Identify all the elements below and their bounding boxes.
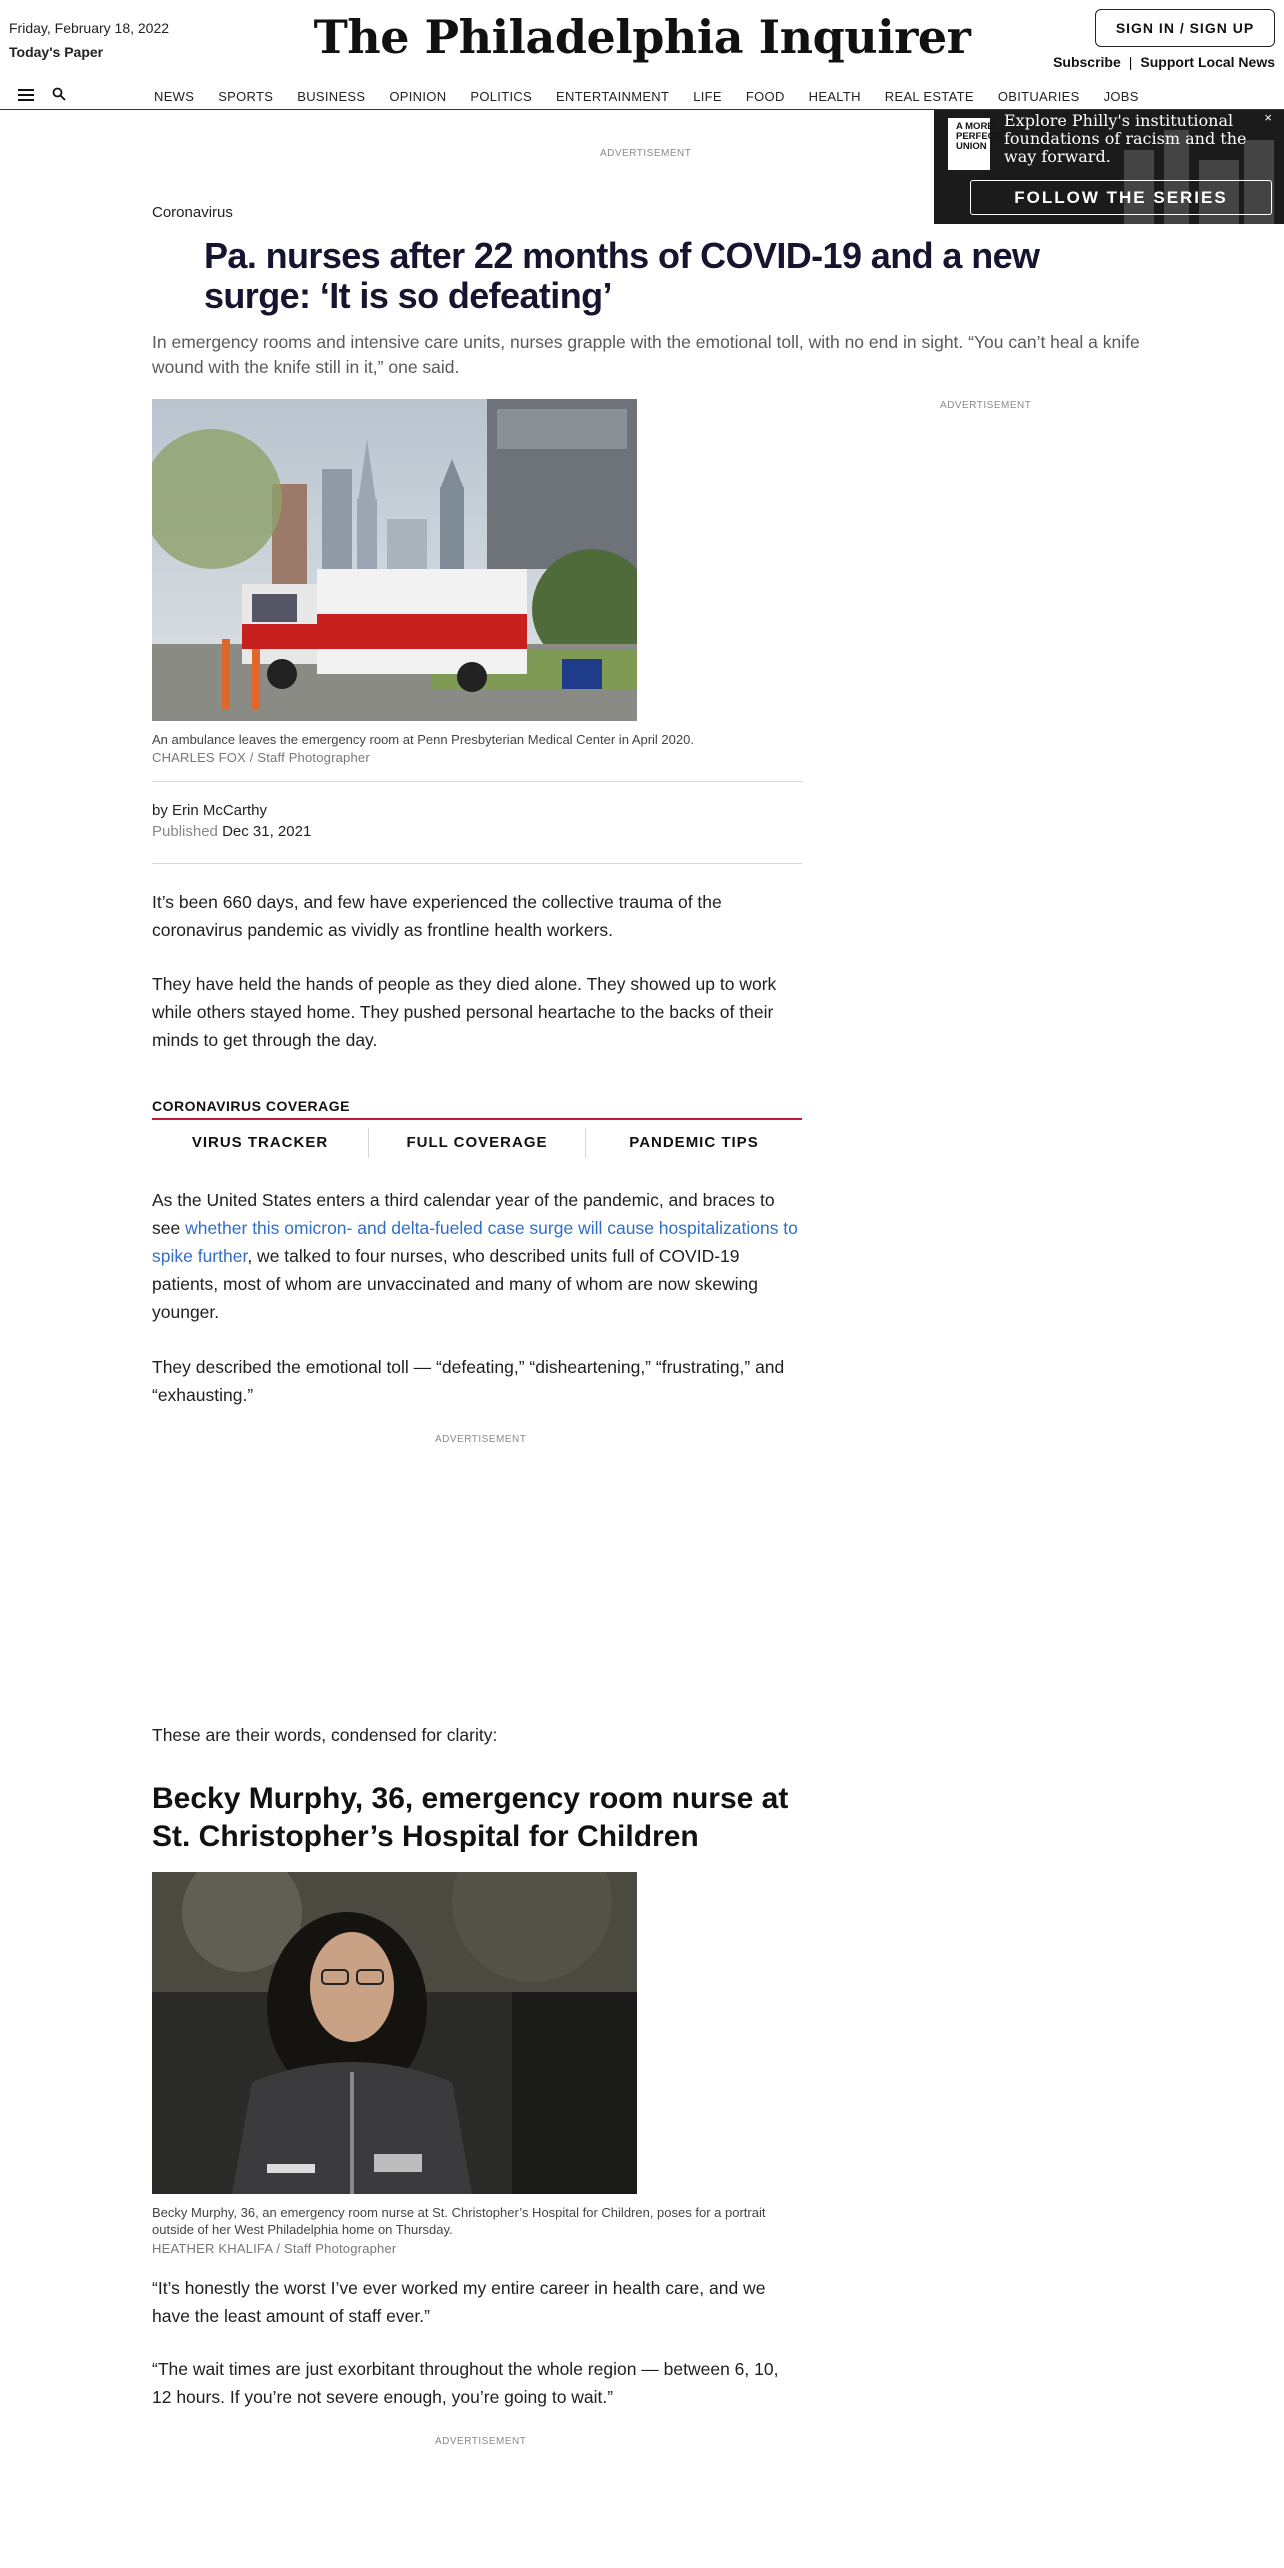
- nav-item-jobs[interactable]: JOBS: [1103, 89, 1139, 104]
- article-paragraph: It’s been 660 days, and few have experienced the collective trauma of the coronavirus pandemic as vividly as frontline health workers.: [152, 892, 722, 940]
- author-link[interactable]: by Erin McCarthy: [152, 802, 268, 819]
- article-paragraph: They have held the hands of people as they died alone. They showed up to work while others stayed home. They pushed personal heartache to the backs of their minds to get through the day.: [152, 974, 777, 1050]
- support-local-news-link[interactable]: Support Local News: [1140, 54, 1275, 70]
- coverage-links: [152, 1128, 802, 1158]
- coverage-title: CORONAVIRUS COVERAGE: [152, 1098, 350, 1114]
- subscribe-link[interactable]: Subscribe: [1053, 54, 1121, 70]
- nav-item-sports[interactable]: SPORTS: [218, 89, 274, 104]
- ad-label-inline: ADVERTISEMENT: [435, 1434, 527, 1445]
- ad-label-sidebar: ADVERTISEMENT: [940, 400, 1032, 411]
- article-paragraph: “It’s honestly the worst I’ve ever worked my entire career in health care, and we have the least amount of staff ever.”: [152, 2278, 766, 2326]
- article-headline: Pa. nurses after 22 months of COVID-19 and a new surge: ‘It is so defeating’: [204, 235, 1040, 316]
- published-label: Published: [152, 823, 218, 840]
- becky-murphy-photo[interactable]: [152, 1872, 637, 2194]
- header-links: [1053, 54, 1275, 70]
- photo2-caption: Becky Murphy, 36, an emergency room nurse at St. Christopher’s Hospital for Children, poses for a portrait outside of her West Philadelphia home on Thursday.: [152, 2205, 766, 2237]
- photo1-credit: CHARLES FOX / Staff Photographer: [152, 750, 370, 765]
- article-dek: In emergency rooms and intensive care units, nurses grapple with the emotional toll, with no end in sight. “You can’t heal a knife wound with the knife still in it,” one said.: [152, 332, 1140, 377]
- series-ad[interactable]: [934, 110, 1284, 224]
- byline: [152, 802, 267, 819]
- ad-label-top: ADVERTISEMENT: [600, 148, 692, 159]
- full-coverage-link[interactable]: FULL COVERAGE: [369, 1128, 586, 1158]
- header-separator: |: [1128, 54, 1133, 70]
- photo2-credit: HEATHER KHALIFA / Staff Photographer: [152, 2241, 397, 2256]
- article-paragraph: “The wait times are just exorbitant throughout the whole region — between 6, 10, 12 hours. If you’re not severe enough, you’re going to wait.”: [152, 2359, 779, 2407]
- photo1-caption: An ambulance leaves the emergency room at Penn Presbyterian Medical Center in April 2020.: [152, 732, 694, 747]
- nav-item-health[interactable]: HEALTH: [808, 89, 861, 104]
- nav-items: [154, 89, 1163, 104]
- virus-tracker-link[interactable]: VIRUS TRACKER: [152, 1128, 369, 1158]
- nav-item-opinion[interactable]: OPINION: [389, 89, 447, 104]
- hamburger-menu-icon[interactable]: [18, 89, 34, 101]
- published-value: Dec 31, 2021: [222, 823, 312, 840]
- published-date: [152, 823, 311, 840]
- omicron-surge-link[interactable]: whether this omicron- and delta-fueled case surge will cause hospitalizations to spike further: [152, 1218, 798, 1266]
- nav-item-obituaries[interactable]: OBITUARIES: [997, 89, 1080, 104]
- article-paragraph: They described the emotional toll — “defeating,” “disheartening,” “frustrating,” and “exhausting.”: [152, 1357, 785, 1405]
- nav-item-politics[interactable]: POLITICS: [470, 89, 533, 104]
- divider: [152, 781, 802, 782]
- nav-item-business[interactable]: BUSINESS: [297, 89, 366, 104]
- more-perfect-union-logo: A MORE PERFECT UNION: [948, 118, 990, 170]
- ad-label-bottom: ADVERTISEMENT: [435, 2436, 527, 2447]
- coverage-rule: [152, 1118, 802, 1120]
- nav-item-news[interactable]: NEWS: [154, 89, 195, 104]
- article-paragraph: These are their words, condensed for clarity:: [152, 1725, 498, 1745]
- ambulance-photo[interactable]: [152, 399, 637, 721]
- ad-close-icon[interactable]: ×: [1264, 110, 1272, 125]
- nav-item-real-estate[interactable]: REAL ESTATE: [884, 89, 974, 104]
- nurse-subhead: Becky Murphy, 36, emergency room nurse at St. Christopher’s Hospital for Children: [152, 1782, 789, 1853]
- search-icon[interactable]: [52, 87, 66, 101]
- nav-item-food[interactable]: FOOD: [745, 89, 785, 104]
- ad-headline: Explore Philly's institutional foundations of racism and the way forward.: [1004, 111, 1247, 166]
- header-date: Friday, February 18, 2022: [9, 20, 170, 36]
- article-kicker[interactable]: Coronavirus: [152, 204, 233, 221]
- divider: [152, 863, 802, 864]
- masthead-logo[interactable]: The Philadelphia Inquirer: [313, 10, 971, 64]
- nav-item-life[interactable]: LIFE: [693, 89, 722, 104]
- follow-series-button[interactable]: FOLLOW THE SERIES: [970, 180, 1272, 215]
- todays-paper-link[interactable]: Today's Paper: [9, 44, 104, 60]
- pandemic-tips-link[interactable]: PANDEMIC TIPS: [629, 1134, 759, 1151]
- main-nav: [0, 83, 1284, 110]
- article-paragraph: As the United States enters a third calendar year of the pandemic, and braces to see whether this omicron- and delta-fueled case surge will cause hospitalizations to spike further, we talked to four nurses, who described units full of COVID-19 patients, most of whom are unvaccinated and many of whom are now skewing younger.: [152, 1190, 798, 1322]
- nav-item-entertainment[interactable]: ENTERTAINMENT: [556, 89, 670, 104]
- sign-in-button[interactable]: SIGN IN / SIGN UP: [1095, 9, 1275, 47]
